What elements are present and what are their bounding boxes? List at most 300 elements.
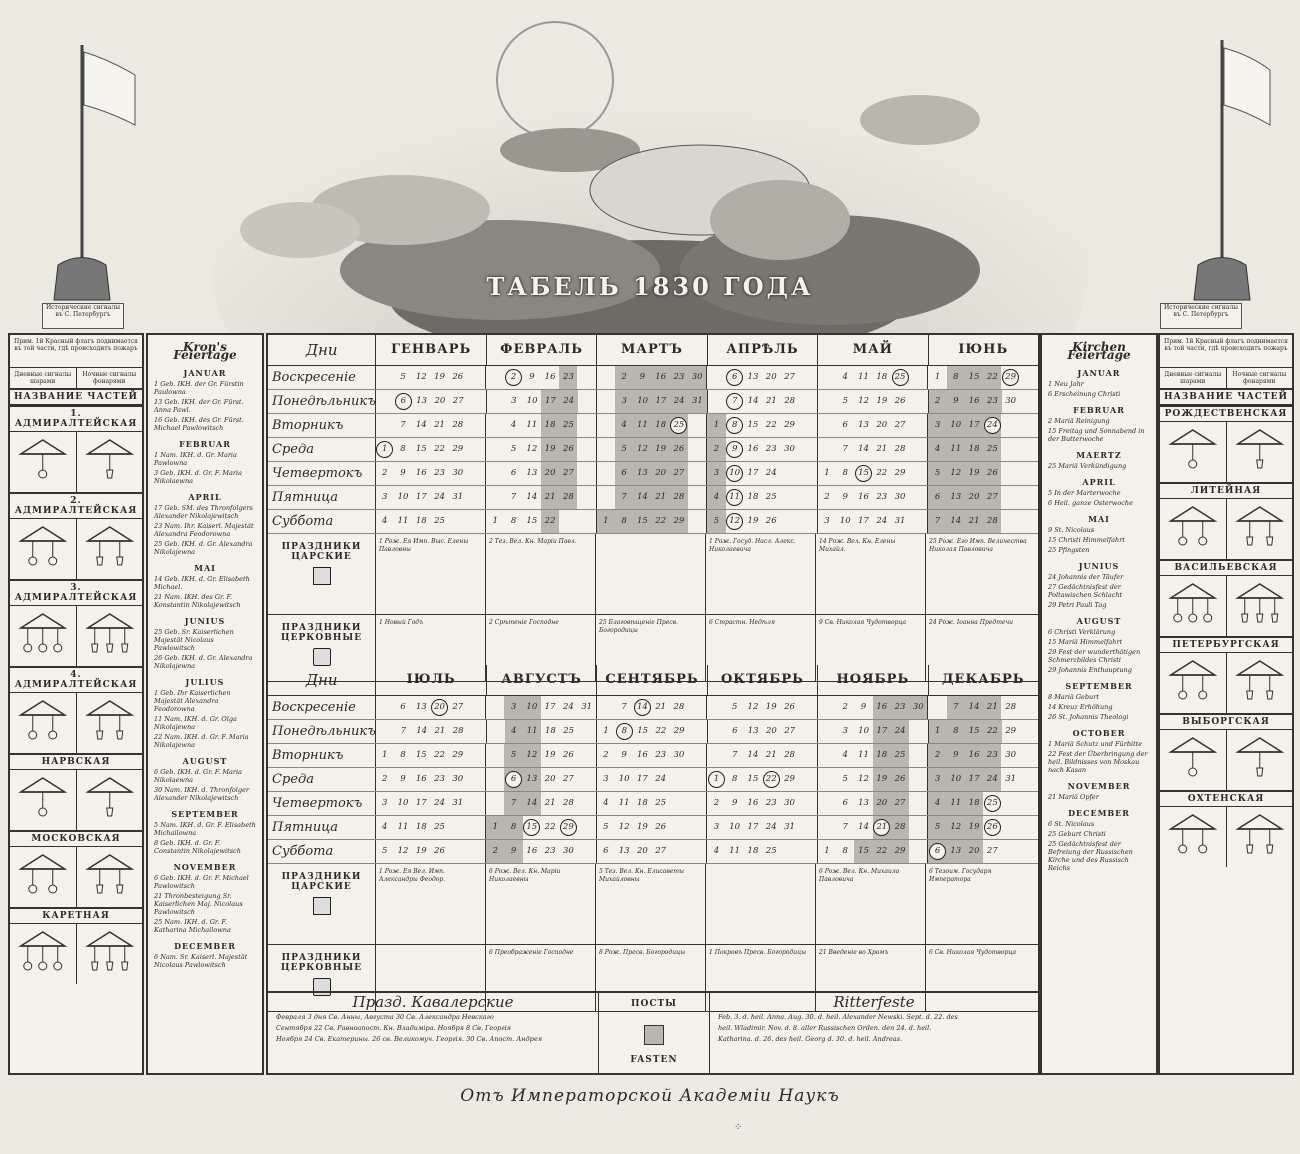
day-cell bbox=[559, 768, 577, 791]
day-number: 7 bbox=[934, 516, 941, 526]
day-cell bbox=[376, 438, 394, 461]
day-cell bbox=[947, 696, 965, 719]
day-number: 9 bbox=[639, 372, 646, 382]
weekday-row bbox=[268, 816, 1038, 840]
holiday-month: AUGUST bbox=[182, 756, 228, 766]
month-name: МАЙ bbox=[818, 335, 928, 365]
day-cell bbox=[744, 720, 762, 743]
month-week-cells bbox=[818, 768, 929, 791]
day-cell bbox=[1001, 462, 1019, 485]
ritter-title: Ritterfeste bbox=[833, 993, 915, 1011]
day-cell bbox=[799, 486, 817, 509]
day-number: 6 bbox=[395, 393, 412, 410]
day-cell bbox=[762, 390, 780, 413]
day-number: 31 bbox=[894, 516, 906, 526]
day-cell bbox=[670, 816, 688, 839]
district-name: 2. АДМИРАЛТЕЙСКАЯ bbox=[10, 494, 142, 519]
day-cell bbox=[780, 816, 798, 839]
day-number: 24 bbox=[984, 417, 1001, 434]
day-number: 11 bbox=[636, 420, 648, 430]
signal-lanterns-icon bbox=[1226, 807, 1293, 867]
day-number: 20 bbox=[968, 492, 980, 502]
day-cell bbox=[597, 720, 615, 743]
month-week-cells bbox=[707, 438, 818, 461]
day-cell bbox=[688, 816, 706, 839]
day-cell bbox=[707, 792, 725, 815]
day-cell bbox=[559, 462, 577, 485]
day-cell bbox=[652, 840, 670, 863]
day-cell bbox=[577, 696, 595, 719]
day-cell bbox=[449, 414, 467, 437]
holiday-note: 6 Рож. Вел. Кн. Марiи Николаевны bbox=[486, 864, 596, 944]
day-cell bbox=[1020, 840, 1038, 863]
day-number: 9 bbox=[400, 774, 406, 784]
day-number: 13 bbox=[858, 798, 869, 808]
holiday-entry: 11 Nam. IKH. d. Gr. Olga Nikolajewna bbox=[154, 715, 237, 731]
day-cell bbox=[873, 768, 891, 791]
district-section bbox=[10, 753, 142, 830]
day-number: 23 bbox=[673, 372, 685, 382]
day-cell bbox=[431, 720, 449, 743]
day-cell bbox=[523, 792, 541, 815]
day-cell bbox=[523, 720, 541, 743]
signal-balls-icon bbox=[1160, 499, 1226, 559]
day-cell bbox=[541, 696, 559, 719]
day-cell bbox=[707, 438, 725, 461]
day-number: 6 bbox=[505, 771, 522, 788]
day-number: 28 bbox=[673, 702, 685, 712]
day-number: 16 bbox=[876, 702, 888, 712]
day-cell bbox=[670, 792, 688, 815]
day-cell bbox=[726, 744, 744, 767]
day-cell bbox=[633, 840, 651, 863]
weekday-row bbox=[268, 510, 1038, 534]
fasts-legend bbox=[598, 993, 710, 1075]
month-week-cells bbox=[597, 792, 708, 815]
day-number: 20 bbox=[431, 699, 448, 716]
day-cell bbox=[909, 816, 927, 839]
holiday-month: APRIL bbox=[188, 492, 222, 502]
day-number: 8 bbox=[510, 822, 517, 832]
month-week-cells bbox=[486, 792, 597, 815]
day-number: 21 bbox=[986, 702, 998, 712]
day-cell bbox=[541, 792, 559, 815]
day-number: 2 bbox=[603, 750, 609, 760]
day-cell bbox=[818, 696, 836, 719]
day-cell bbox=[376, 366, 394, 389]
day-cell bbox=[467, 390, 485, 413]
day-cell bbox=[597, 462, 615, 485]
day-cell bbox=[412, 438, 430, 461]
day-cell bbox=[670, 462, 688, 485]
day-number: 22 bbox=[434, 750, 445, 760]
day-cell bbox=[707, 414, 725, 437]
holiday-note: 1 Новый Годъ bbox=[376, 615, 486, 681]
holiday-month: JUNIUS bbox=[1078, 561, 1120, 571]
calendar-grid bbox=[266, 333, 1040, 1075]
legend-day: Дневные сигналы шарами bbox=[1164, 371, 1222, 385]
day-number: 12 bbox=[636, 444, 648, 454]
district-name: ВАСИЛЬЕВСКАЯ bbox=[1160, 561, 1292, 576]
day-number: 30 bbox=[1005, 396, 1017, 406]
fasten-label: FASTEN bbox=[630, 1055, 678, 1065]
day-number: 15 bbox=[855, 465, 872, 482]
day-cell bbox=[799, 744, 817, 767]
month-week-cells bbox=[818, 390, 929, 413]
day-cell bbox=[376, 486, 394, 509]
day-cell bbox=[1001, 438, 1019, 461]
day-cell bbox=[1001, 486, 1019, 509]
day-cell bbox=[928, 792, 946, 815]
day-cell bbox=[505, 390, 523, 413]
day-cell bbox=[504, 696, 522, 719]
day-cell bbox=[430, 696, 448, 719]
day-cell bbox=[670, 414, 688, 437]
day-number: 10 bbox=[839, 516, 851, 526]
day-cell bbox=[983, 462, 1001, 485]
day-cell bbox=[965, 696, 983, 719]
day-cell bbox=[707, 696, 725, 719]
month-week-cells bbox=[818, 744, 929, 767]
day-cell bbox=[652, 768, 670, 791]
day-number: 17 bbox=[415, 798, 427, 808]
day-number: 5 bbox=[934, 468, 941, 478]
holiday-note: 1 Рож. Госуд. Насл. Алекс. Николаевича bbox=[706, 534, 816, 614]
day-number: 2 bbox=[621, 372, 627, 382]
month-week-cells bbox=[928, 486, 1038, 509]
day-number: 24 bbox=[434, 492, 445, 502]
day-number: 11 bbox=[397, 516, 409, 526]
month-week-cells bbox=[376, 720, 487, 743]
day-cell bbox=[1001, 510, 1019, 533]
month-week-cells bbox=[597, 720, 708, 743]
day-number: 20 bbox=[765, 372, 777, 382]
day-cell bbox=[855, 390, 873, 413]
signal-balls-icon bbox=[1160, 807, 1226, 867]
day-cell bbox=[780, 510, 798, 533]
day-cell bbox=[1001, 366, 1019, 389]
month-week-cells bbox=[376, 696, 487, 719]
day-number: 11 bbox=[950, 444, 962, 454]
weekday-row bbox=[268, 792, 1038, 816]
day-number: 7 bbox=[726, 393, 743, 410]
day-cell bbox=[597, 840, 615, 863]
holiday-entry: 3 Geb. IKH. d. Gr. F. Maria Nikolaewna bbox=[154, 469, 242, 485]
day-number: 1 bbox=[492, 822, 498, 832]
day-number: 7 bbox=[953, 702, 959, 712]
day-number: 21 bbox=[765, 750, 777, 760]
holiday-month: SEPTEMBER bbox=[171, 809, 239, 819]
day-number: 2 bbox=[382, 774, 388, 784]
day-cell bbox=[891, 792, 909, 815]
day-number: 5 bbox=[603, 822, 609, 832]
day-cell bbox=[541, 816, 559, 839]
day-cell bbox=[615, 366, 633, 389]
day-number: 15 bbox=[636, 516, 648, 526]
day-number: 6 bbox=[400, 702, 406, 712]
day-number: 3 bbox=[382, 492, 388, 502]
day-cell bbox=[652, 366, 670, 389]
day-cell bbox=[504, 792, 522, 815]
month-week-cells bbox=[597, 438, 708, 461]
month-week-cells bbox=[376, 438, 487, 461]
day-number: 8 bbox=[842, 846, 848, 856]
day-cell bbox=[836, 792, 854, 815]
district-name: РОЖДЕСТВЕНСКАЯ bbox=[1160, 407, 1292, 422]
month-week-cells bbox=[929, 390, 1039, 413]
day-cell bbox=[744, 816, 762, 839]
day-cell bbox=[559, 414, 577, 437]
day-number: 17 bbox=[747, 822, 759, 832]
holiday-note: 1 Покровъ Пресв. Богородицы bbox=[706, 945, 816, 1011]
day-cell bbox=[707, 744, 725, 767]
day-number: 20 bbox=[655, 468, 667, 478]
month-week-cells bbox=[818, 792, 929, 815]
day-number: 30 bbox=[452, 774, 464, 784]
days-label: Дни bbox=[268, 665, 376, 695]
day-number: 15 bbox=[415, 750, 427, 760]
day-number: 3 bbox=[713, 468, 720, 478]
cavalier-line: Сентября 22 Св. Равноапост. Кн. Владимiра. Ноября 8 Св. Георгiя bbox=[276, 1024, 511, 1032]
day-cell bbox=[688, 486, 706, 509]
day-number: 16 bbox=[655, 372, 667, 382]
weekday-row bbox=[268, 720, 1038, 744]
day-cell bbox=[615, 390, 633, 413]
day-cell bbox=[762, 366, 780, 389]
day-number: 26 bbox=[984, 819, 1001, 836]
day-cell bbox=[670, 720, 688, 743]
day-number: 19 bbox=[876, 774, 888, 784]
day-cell bbox=[634, 720, 652, 743]
holiday-month: OCTOBER bbox=[1072, 728, 1126, 738]
day-cell bbox=[688, 462, 706, 485]
day-cell bbox=[1020, 816, 1038, 839]
crown-emblem-icon bbox=[313, 567, 331, 585]
day-number: 15 bbox=[637, 726, 649, 736]
day-cell bbox=[818, 840, 836, 863]
day-cell bbox=[430, 816, 448, 839]
day-cell bbox=[541, 720, 559, 743]
day-number: 26 bbox=[986, 468, 998, 478]
holiday-month: NOVEMBER bbox=[173, 862, 237, 872]
day-cell bbox=[818, 510, 836, 533]
day-cell bbox=[560, 390, 578, 413]
day-cell bbox=[376, 390, 394, 413]
day-cell bbox=[467, 510, 485, 533]
day-cell bbox=[504, 768, 522, 791]
day-cell bbox=[559, 486, 577, 509]
day-cell bbox=[504, 510, 522, 533]
day-cell bbox=[394, 840, 412, 863]
holiday-note: 6 Преображенiе Господне bbox=[486, 945, 596, 1011]
day-cell bbox=[762, 414, 780, 437]
day-number: 5 bbox=[842, 774, 848, 784]
district-section bbox=[10, 492, 142, 579]
day-cell bbox=[430, 744, 448, 767]
day-number: 29 bbox=[673, 726, 685, 736]
signal-note: Прим. 1й Красный флагъ поднимается въ той части, гдѣ происходитъ пожаръ bbox=[1164, 338, 1288, 352]
holiday-note: 1 Рож. Ея Имп. Выс. Елены Павловны bbox=[376, 534, 486, 614]
day-cell bbox=[909, 390, 927, 413]
day-number: 18 bbox=[876, 750, 888, 760]
day-cell bbox=[394, 792, 412, 815]
day-cell bbox=[449, 696, 467, 719]
day-number: 19 bbox=[415, 846, 427, 856]
day-number: 16 bbox=[858, 492, 869, 502]
signal-lanterns-icon bbox=[1226, 499, 1293, 559]
day-number: 18 bbox=[968, 798, 980, 808]
month-name: НОЯБРЬ bbox=[818, 665, 928, 695]
month-name: ФЕВРАЛЬ bbox=[487, 335, 597, 365]
holiday-month: DECEMBER bbox=[174, 941, 236, 951]
month-week-cells bbox=[486, 366, 597, 389]
holiday-note: 25 Благовѣщенiе Пресв. Богородицы bbox=[596, 615, 706, 681]
day-cell bbox=[688, 438, 706, 461]
day-number: 9 bbox=[842, 492, 848, 502]
day-cell bbox=[983, 792, 1001, 815]
day-number: 3 bbox=[511, 396, 517, 406]
day-number: 28 bbox=[673, 492, 685, 502]
day-number: 13 bbox=[416, 396, 428, 406]
day-cell bbox=[430, 414, 448, 437]
day-cell bbox=[523, 816, 541, 839]
day-cell bbox=[577, 414, 595, 437]
day-cell bbox=[983, 438, 1001, 461]
district-signals bbox=[1160, 499, 1292, 559]
day-cell bbox=[1020, 366, 1038, 389]
day-number: 11 bbox=[950, 798, 962, 808]
day-cell bbox=[983, 486, 1001, 509]
day-cell bbox=[487, 720, 505, 743]
day-number: 13 bbox=[415, 702, 427, 712]
day-cell bbox=[744, 696, 762, 719]
month-week-cells bbox=[486, 840, 597, 863]
month-week-cells bbox=[376, 414, 487, 437]
day-cell bbox=[559, 510, 577, 533]
day-cell bbox=[394, 438, 412, 461]
day-number: 28 bbox=[784, 396, 796, 406]
crown-emblem-icon bbox=[313, 897, 331, 915]
day-number: 27 bbox=[452, 702, 464, 712]
day-number: 17 bbox=[655, 396, 667, 406]
day-number: 30 bbox=[452, 468, 464, 478]
day-number: 17 bbox=[876, 726, 888, 736]
day-number: 21 bbox=[544, 492, 556, 502]
day-cell bbox=[449, 744, 467, 767]
day-number: 9 bbox=[860, 702, 867, 712]
day-cell bbox=[780, 768, 798, 791]
day-number: 24 bbox=[765, 822, 777, 832]
day-cell bbox=[799, 816, 817, 839]
fast-swatch bbox=[644, 1025, 664, 1045]
signal-note: Прим. 1й Красный флагъ поднимается въ той части, гдѣ происходитъ пожаръ bbox=[14, 338, 138, 352]
day-number: 8 bbox=[616, 723, 633, 740]
day-cell bbox=[394, 744, 412, 767]
signal-balls-icon bbox=[1160, 576, 1226, 636]
day-cell bbox=[430, 792, 448, 815]
day-number: 12 bbox=[526, 750, 538, 760]
day-number: 10 bbox=[526, 702, 538, 712]
day-number: 23 bbox=[986, 396, 998, 406]
day-cell bbox=[688, 414, 706, 437]
day-cell bbox=[597, 744, 615, 767]
day-number: 9 bbox=[529, 372, 535, 382]
day-number: 29 bbox=[784, 774, 795, 784]
day-cell bbox=[652, 744, 670, 767]
day-cell bbox=[780, 696, 798, 719]
day-cell bbox=[633, 768, 651, 791]
ritter-line: Katharina. d. 26. des heil. Georg d. 30. d. heil. Andreas. bbox=[718, 1035, 903, 1043]
day-cell bbox=[909, 720, 927, 743]
day-number: 25 bbox=[894, 750, 906, 760]
day-cell bbox=[854, 510, 872, 533]
holiday-entry: 6 Geb. IKH. d. Gr. F. Maria Nikolaewna bbox=[154, 768, 242, 784]
day-number: 22 bbox=[655, 726, 667, 736]
day-cell bbox=[541, 366, 559, 389]
day-number: 29 bbox=[784, 420, 795, 430]
day-cell bbox=[394, 390, 412, 413]
day-number: 10 bbox=[729, 822, 741, 832]
district-name: КАРЕТНАЯ bbox=[10, 909, 142, 924]
month-week-cells bbox=[376, 486, 487, 509]
day-cell bbox=[504, 366, 522, 389]
day-cell bbox=[744, 768, 762, 791]
day-number: 22 bbox=[544, 516, 556, 526]
day-cell bbox=[633, 744, 651, 767]
day-cell bbox=[854, 414, 872, 437]
day-cell bbox=[633, 414, 651, 437]
holiday-entry: 8 Mariä Geburt bbox=[1048, 693, 1099, 701]
day-cell bbox=[633, 696, 651, 719]
holiday-note: 14 Рож. Вел. Кн. Елены Михайл. bbox=[816, 534, 926, 614]
day-cell bbox=[818, 744, 836, 767]
month-week-cells bbox=[708, 390, 819, 413]
day-number: 26 bbox=[673, 444, 685, 454]
day-number: 10 bbox=[526, 396, 538, 406]
district-name: ВЫБОРГСКАЯ bbox=[1160, 715, 1292, 730]
holiday-entry: 29 Petri Pauli Tag bbox=[1048, 601, 1107, 609]
holiday-note: 1 Рож. Ея Вел. Имп. Александры Феодор. bbox=[376, 864, 486, 944]
day-cell bbox=[670, 840, 688, 863]
day-cell bbox=[1001, 744, 1019, 767]
holiday-entry: 2 Mariä Reinigung bbox=[1048, 417, 1110, 425]
holiday-entry: 26 Geb. IKH. d. Gr. Alexandra Nikolajewna bbox=[154, 654, 253, 670]
signal-lanterns-icon bbox=[1226, 653, 1293, 713]
day-cell bbox=[1020, 768, 1038, 791]
day-cell bbox=[449, 438, 467, 461]
day-cell bbox=[376, 510, 394, 533]
day-cell bbox=[541, 840, 559, 863]
district-name: ОХТЕНСКАЯ bbox=[1160, 792, 1292, 807]
day-cell bbox=[597, 390, 615, 413]
signal-lanterns-icon bbox=[1226, 576, 1293, 636]
day-cell bbox=[799, 510, 817, 533]
day-number: 12 bbox=[618, 822, 630, 832]
day-cell bbox=[688, 768, 706, 791]
day-number: 3 bbox=[510, 702, 517, 712]
holiday-entry: 29 Fest der wunderthätigen Schmerzbildes Christi bbox=[1048, 648, 1141, 664]
legend-night: Ночные сигналы фонарями bbox=[1226, 368, 1293, 388]
day-cell bbox=[597, 792, 615, 815]
month-week-cells bbox=[818, 510, 929, 533]
month-week-cells bbox=[597, 390, 708, 413]
day-number: 6 bbox=[726, 369, 743, 386]
day-number: 11 bbox=[858, 372, 869, 382]
day-number: 9 bbox=[400, 468, 406, 478]
day-cell bbox=[394, 720, 412, 743]
day-cell bbox=[836, 390, 854, 413]
month-week-cells bbox=[376, 462, 487, 485]
